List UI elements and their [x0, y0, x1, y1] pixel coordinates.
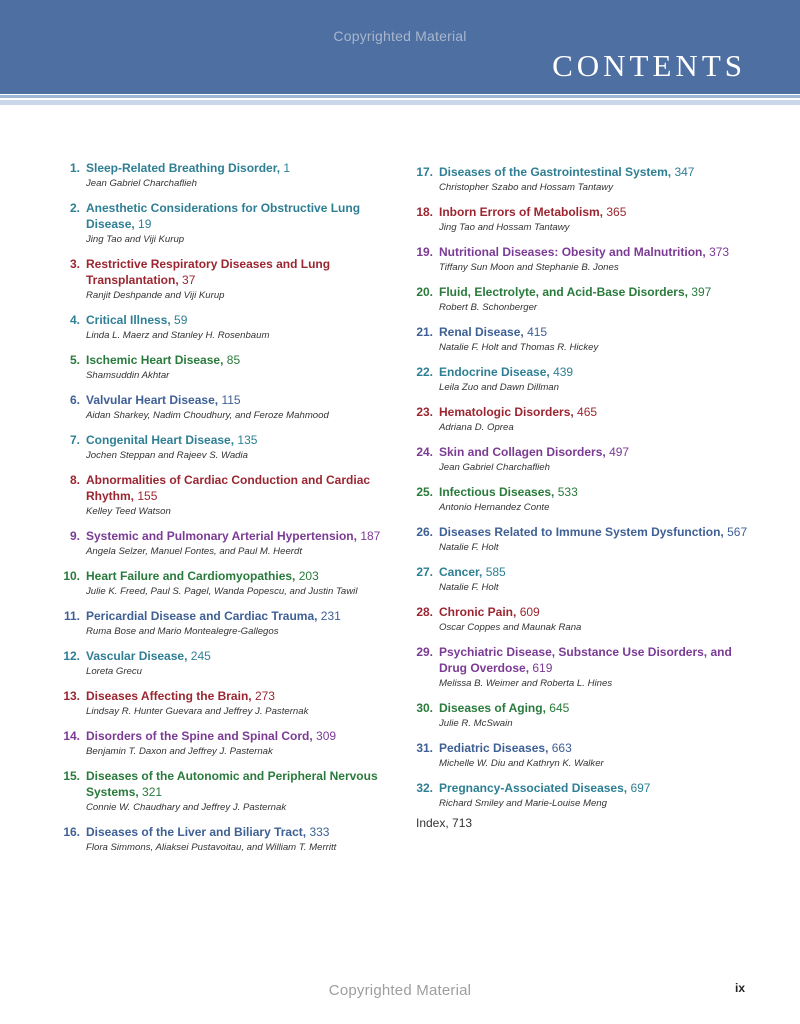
chapter-authors: Tiffany Sun Moon and Stephanie B. Jones: [439, 262, 619, 273]
chapter-number: 30.: [416, 701, 433, 715]
chapter-page: 585: [485, 565, 506, 579]
toc-column-right: [413, 164, 748, 820]
chapter-authors: Natalie F. Holt: [439, 582, 499, 593]
toc-entry[interactable]: [413, 644, 748, 691]
chapter-title[interactable]: Ischemic Heart Disease,: [86, 353, 224, 367]
chapter-page: 19: [138, 217, 152, 231]
chapter-number: 25.: [416, 485, 433, 499]
watermark-top: Copyrighted Material: [333, 28, 467, 44]
chapter-number: 14.: [63, 729, 80, 743]
chapter-authors: Michelle W. Diu and Kathryn K. Walker: [439, 758, 604, 769]
chapter-page: 465: [577, 405, 598, 419]
chapter-number: 23.: [416, 405, 433, 419]
chapter-authors: Aidan Sharkey, Nadim Choudhury, and Feroze Mahmood: [86, 410, 329, 421]
chapter-title[interactable]: Nutritional Diseases: Obesity and Malnutrition,: [439, 245, 706, 259]
chapter-authors: Benjamin T. Daxon and Jeffrey J. Pasternak: [86, 746, 273, 757]
chapter-title[interactable]: Psychiatric Disease, Substance Use Disorders, and Drug Overdose,: [439, 645, 732, 675]
chapter-title[interactable]: Renal Disease,: [439, 325, 524, 339]
chapter-title[interactable]: Diseases of Aging,: [439, 701, 546, 715]
chapter-title[interactable]: Fluid, Electrolyte, and Acid-Base Disorders,: [439, 285, 688, 299]
chapter-number: 16.: [63, 825, 80, 839]
chapter-authors: Jochen Steppan and Rajeev S. Wadia: [86, 450, 248, 461]
toc-entry[interactable]: [413, 524, 748, 555]
chapter-page: 645: [549, 701, 570, 715]
chapter-authors: Angela Selzer, Manuel Fontes, and Paul M. Heerdt: [86, 546, 302, 557]
header-stripe: [0, 95, 800, 105]
chapter-title[interactable]: Skin and Collagen Disorders,: [439, 445, 606, 459]
chapter-number: 20.: [416, 285, 433, 299]
chapter-page: 231: [320, 609, 341, 623]
chapter-authors: Ranjit Deshpande and Viji Kurup: [86, 290, 225, 301]
toc-entry[interactable]: [413, 564, 748, 595]
chapter-page: 439: [553, 365, 574, 379]
chapter-number: 12.: [63, 649, 80, 663]
chapter-authors: Connie W. Chaudhary and Jeffrey J. Pasternak: [86, 802, 287, 813]
chapter-page: 321: [142, 785, 163, 799]
toc-column-left: [60, 160, 395, 864]
chapter-number: 8.: [69, 473, 80, 487]
chapter-number: 19.: [416, 245, 433, 259]
chapter-number: 3.: [69, 257, 80, 271]
chapter-authors: Antonio Hernandez Conte: [439, 502, 550, 513]
chapter-number: 13.: [63, 689, 80, 703]
toc-entry[interactable]: [60, 768, 395, 815]
chapter-number: 29.: [416, 645, 433, 659]
chapter-authors: Linda L. Maerz and Stanley H. Rosenbaum: [86, 330, 270, 341]
chapter-authors: Leila Zuo and Dawn Dillman: [439, 382, 559, 393]
chapter-page: 397: [691, 285, 712, 299]
chapter-number: 6.: [69, 393, 80, 407]
chapter-title[interactable]: Diseases Related to Immune System Dysfunction,: [439, 525, 724, 539]
toc-entry[interactable]: [413, 164, 748, 195]
chapter-title[interactable]: Abnormalities of Cardiac Conduction and Cardiac Rhythm,: [86, 473, 371, 503]
toc-entry[interactable]: [60, 432, 395, 463]
chapter-page: 333: [309, 825, 330, 839]
chapter-number: 32.: [416, 781, 433, 795]
watermark-bottom: Copyrighted Material: [328, 982, 472, 999]
chapter-page: 37: [182, 273, 196, 287]
chapter-title[interactable]: Diseases Affecting the Brain,: [86, 689, 252, 703]
chapter-title[interactable]: Vascular Disease,: [86, 649, 188, 663]
chapter-authors: Flora Simmons, Aliaksei Pustavoitau, and William T. Merritt: [86, 842, 337, 853]
toc-entry[interactable]: [60, 728, 395, 759]
chapter-number: 24.: [416, 445, 433, 459]
chapter-page: 155: [137, 489, 158, 503]
chapter-title[interactable]: Restrictive Respiratory Diseases and Lung Transplantation,: [86, 257, 331, 287]
toc-entry[interactable]: [413, 484, 748, 515]
toc-entry[interactable]: [60, 688, 395, 719]
chapter-page: 115: [221, 393, 241, 407]
chapter-page: 85: [226, 353, 241, 367]
page-title: CONTENTS: [552, 48, 746, 83]
page-number: ix: [734, 981, 745, 995]
toc-entry[interactable]: [60, 472, 395, 519]
chapter-number: 27.: [416, 565, 433, 579]
chapter-number: 5.: [69, 353, 80, 367]
chapter-page: 187: [360, 529, 381, 543]
chapter-number: 1.: [69, 161, 80, 175]
chapter-number: 26.: [416, 525, 433, 539]
chapter-number: 28.: [416, 605, 433, 619]
chapter-page: 609: [519, 605, 540, 619]
chapter-authors: Richard Smiley and Marie-Louise Meng: [439, 798, 607, 809]
chapter-number: 21.: [416, 325, 433, 339]
chapter-title[interactable]: Diseases of the Autonomic and Peripheral Nervous Systems,: [86, 769, 378, 799]
chapter-authors: Ruma Bose and Mario Montealegre-Gallegos: [86, 626, 279, 637]
toc-entry[interactable]: [413, 780, 748, 811]
chapter-authors: Adriana D. Oprea: [439, 422, 514, 433]
toc-entry[interactable]: [60, 352, 395, 383]
chapter-title[interactable]: Diseases of the Gastrointestinal System,: [439, 165, 672, 179]
toc-entry[interactable]: [60, 824, 395, 855]
toc-entry[interactable]: [413, 324, 748, 355]
toc-entry[interactable]: [60, 160, 395, 191]
chapter-title[interactable]: Sleep-Related Breathing Disorder,: [86, 161, 281, 175]
chapter-title[interactable]: Diseases of the Liver and Biliary Tract,: [86, 825, 307, 839]
chapter-number: 9.: [69, 529, 80, 543]
chapter-authors: Lindsay R. Hunter Guevara and Jeffrey J. Pasternak: [86, 706, 309, 717]
chapter-authors: Julie K. Freed, Paul S. Pagel, Wanda Popescu, and Justin Tawil: [86, 586, 358, 597]
chapter-page: 567: [727, 525, 748, 539]
toc-entry[interactable]: [60, 256, 395, 303]
chapter-title[interactable]: Anesthetic Considerations for Obstructive Lung Disease,: [86, 201, 361, 231]
chapter-page: 619: [532, 661, 553, 675]
toc-entry[interactable]: [413, 244, 748, 275]
chapter-page: 663: [551, 741, 572, 755]
chapter-page: 365: [606, 205, 627, 219]
chapter-page: 697: [630, 781, 651, 795]
chapter-number: 15.: [63, 769, 80, 783]
chapter-authors: Natalie F. Holt: [439, 542, 499, 553]
chapter-number: 17.: [416, 165, 433, 179]
chapter-page: 1: [283, 161, 291, 175]
chapter-title[interactable]: Pediatric Diseases,: [439, 741, 549, 755]
chapter-title[interactable]: Pregnancy-Associated Diseases,: [439, 781, 628, 795]
chapter-title[interactable]: Critical Illness,: [86, 313, 171, 327]
chapter-number: 31.: [416, 741, 433, 755]
toc-entry[interactable]: [60, 392, 395, 423]
toc-entry[interactable]: [60, 528, 395, 559]
chapter-title[interactable]: Chronic Pain,: [439, 605, 517, 619]
toc-entry[interactable]: [413, 404, 748, 435]
toc-entry[interactable]: [413, 364, 748, 395]
chapter-page: 347: [674, 165, 695, 179]
chapter-authors: Julie R. McSwain: [439, 718, 513, 729]
chapter-authors: Jean Gabriel Charchaflieh: [439, 462, 550, 473]
chapter-title[interactable]: Heart Failure and Cardiomyopathies,: [86, 569, 296, 583]
chapter-authors: Oscar Coppes and Maunak Rana: [439, 622, 582, 633]
chapter-number: 10.: [63, 569, 80, 583]
chapter-title[interactable]: Disorders of the Spine and Spinal Cord,: [86, 729, 313, 743]
chapter-page: 245: [190, 649, 211, 663]
chapter-authors: Shamsuddin Akhtar: [86, 370, 170, 381]
chapter-title[interactable]: Pericardial Disease and Cardiac Trauma,: [86, 609, 318, 623]
chapter-page: 373: [709, 245, 730, 259]
chapter-page: 135: [237, 433, 258, 447]
chapter-page: 273: [254, 689, 275, 703]
chapter-title[interactable]: Endocrine Disease,: [439, 365, 550, 379]
chapter-title[interactable]: Inborn Errors of Metabolism,: [439, 205, 604, 219]
chapter-page: 497: [609, 445, 630, 459]
chapter-page: 203: [298, 569, 319, 583]
chapter-authors: Jing Tao and Hossam Tantawy: [439, 222, 570, 233]
chapter-authors: Robert B. Schonberger: [439, 302, 538, 313]
chapter-authors: Loreta Grecu: [86, 666, 142, 677]
chapter-authors: Jing Tao and Viji Kurup: [86, 234, 185, 245]
index-entry[interactable]: Index, 713: [416, 816, 473, 830]
chapter-title[interactable]: Infectious Diseases,: [439, 485, 555, 499]
chapter-authors: Kelley Teed Watson: [86, 506, 171, 517]
toc-entry[interactable]: [60, 608, 395, 639]
chapter-authors: Melissa B. Weimer and Roberta L. Hines: [439, 678, 613, 689]
toc-entry[interactable]: [413, 444, 748, 475]
toc-entry[interactable]: [413, 604, 748, 635]
toc-entry[interactable]: [413, 740, 748, 771]
chapter-number: 11.: [63, 609, 80, 623]
chapter-authors: Christopher Szabo and Hossam Tantawy: [439, 182, 614, 193]
toc-entry[interactable]: [413, 204, 748, 235]
chapter-title[interactable]: Hematologic Disorders,: [439, 405, 574, 419]
chapter-page: 309: [316, 729, 337, 743]
chapter-number: 18.: [416, 205, 433, 219]
chapter-number: 22.: [416, 365, 433, 379]
toc-entry[interactable]: [60, 200, 395, 247]
chapter-title[interactable]: Cancer,: [439, 565, 483, 579]
chapter-title[interactable]: Congenital Heart Disease,: [86, 433, 235, 447]
chapter-authors: Jean Gabriel Charchaflieh: [86, 178, 197, 189]
chapter-title[interactable]: Valvular Heart Disease,: [86, 393, 219, 407]
chapter-title[interactable]: Systemic and Pulmonary Arterial Hypertension,: [86, 529, 357, 543]
toc-entry[interactable]: [60, 648, 395, 679]
chapter-page: 533: [557, 485, 578, 499]
chapter-number: 2.: [69, 201, 80, 215]
chapter-page: 59: [174, 313, 188, 327]
toc-entry[interactable]: [413, 700, 748, 731]
chapter-number: 4.: [69, 313, 80, 327]
chapter-page: 415: [527, 325, 548, 339]
chapter-authors: Natalie F. Holt and Thomas R. Hickey: [439, 342, 599, 353]
toc-entry[interactable]: [60, 568, 395, 599]
toc-entry[interactable]: [413, 284, 748, 315]
chapter-number: 7.: [69, 433, 80, 447]
toc-entry[interactable]: [60, 312, 395, 343]
